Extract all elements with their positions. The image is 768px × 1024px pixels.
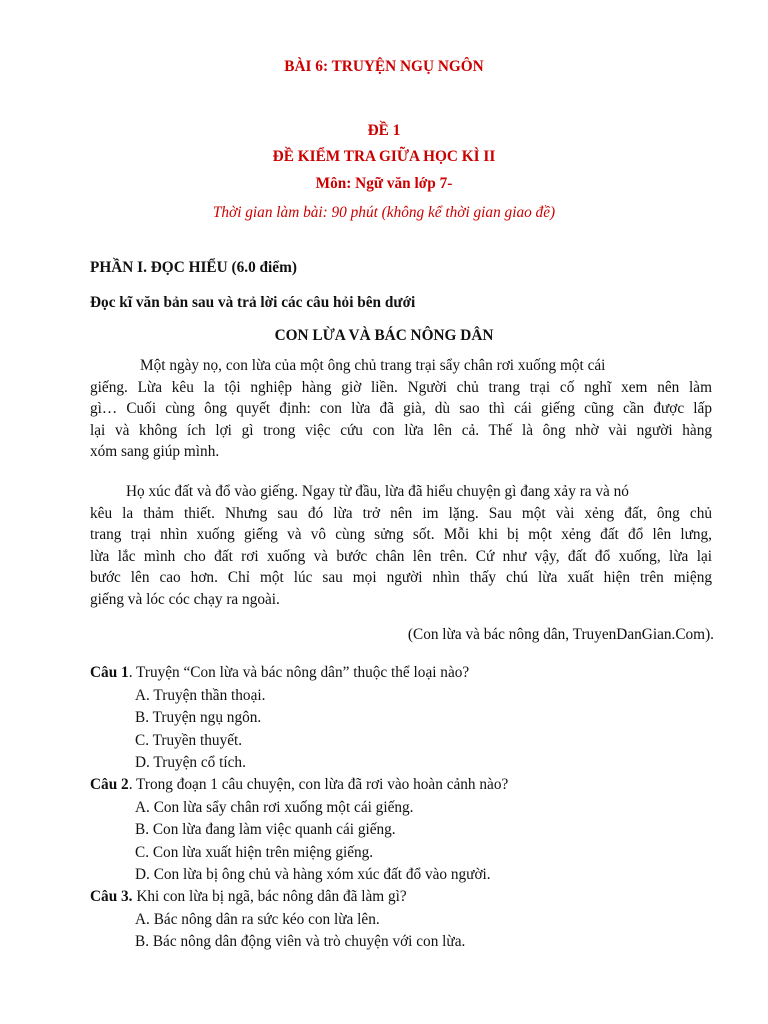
paragraph-line: lại và không ích lợi gì trong việc cứu con lừa lên cả. Thế là ông nhờ vài người hàng — [90, 421, 712, 439]
question-label: Câu 3. — [90, 888, 133, 905]
story-source: (Con lừa và bác nông dân, TruyenDanGian.Com). — [407, 626, 714, 643]
question-3-option-a: A. Bác nông dân ra sức kéo con lừa lên. — [135, 911, 380, 928]
section-instruction: Đọc kĩ văn bản sau và trả lời các câu hỏi bên dưới — [90, 294, 416, 311]
question-text: Khi con lừa bị ngã, bác nông dân đã làm gì? — [132, 888, 407, 905]
question-label: Câu 2 — [90, 776, 129, 793]
question-2 — [90, 776, 508, 794]
paragraph-line: kêu la thảm thiết. Nhưng sau đó lừa trở nên im lặng. Sau một vài xẻng đất, ông chủ — [90, 504, 712, 522]
story-paragraph-1 — [90, 355, 712, 463]
paragraph-line: Một ngày nọ, con lừa của một ông chủ trang trại sẩy chân rơi xuống một cái — [140, 357, 606, 374]
paragraph-line: trang trại nhìn xuống giếng và vô cùng sửng sốt. Mỗi khi bị một xẻng đất đổ lên lưng, — [90, 526, 712, 544]
question-1-option-d: D. Truyện cổ tích. — [135, 754, 246, 771]
paragraph-line: xóm sang giúp mình. — [90, 443, 220, 461]
question-2-option-d: D. Con lừa bị ông chủ và hàng xóm xúc đất đổ vào người. — [135, 866, 491, 883]
question-2-option-c: C. Con lừa xuất hiện trên miệng giếng. — [135, 844, 374, 861]
exam-number: ĐỀ 1 — [367, 122, 401, 139]
paragraph-line: gì… Cuối cùng ông quyết định: con lừa đã già, dù sao thì cái giếng cũng cần được lấp — [90, 400, 712, 418]
question-label: Câu 1 — [90, 664, 129, 681]
exam-title: ĐỀ KIỂM TRA GIỮA HỌC KÌ II — [272, 148, 496, 165]
question-3-option-b: B. Bác nông dân động viên và trò chuyện với con lừa. — [135, 933, 466, 950]
paragraph-line: giếng và lóc cóc chạy ra ngoài. — [90, 590, 280, 608]
question-1-option-a: A. Truyện thần thoại. — [135, 687, 266, 704]
question-1-option-c: C. Truyền thuyết. — [135, 732, 243, 749]
question-1 — [90, 664, 469, 682]
question-2-option-b: B. Con lừa đang làm việc quanh cái giếng. — [135, 821, 396, 838]
subject-line: Môn: Ngữ văn lớp 7- — [315, 175, 453, 192]
paragraph-line: bước lên cao hơn. Chỉ một lúc sau mọi người nhìn thấy chú lừa xuất hiện trên miệng — [90, 569, 712, 587]
question-3 — [90, 888, 407, 906]
section-title: PHẦN I. ĐỌC HIỂU (6.0 điểm) — [90, 259, 297, 276]
question-text: . Truyện “Con lừa và bác nông dân” thuộc thể loại nào? — [128, 664, 470, 681]
question-1-option-b: B. Truyện ngụ ngôn. — [135, 709, 262, 726]
paragraph-line: Họ xúc đất và đổ vào giếng. Ngay từ đầu, lừa đã hiểu chuyện gì đang xảy ra và nó — [126, 483, 629, 500]
question-2-option-a: A. Con lừa sẩy chân rơi xuống một cái giếng. — [135, 799, 414, 816]
paragraph-line: giếng. Lừa kêu la tội nghiệp hàng giờ liền. Người chủ trang trại cố nghĩ xem nên làm — [90, 378, 712, 396]
lesson-title: BÀI 6: TRUYỆN NGỤ NGÔN — [284, 58, 484, 75]
story-title: CON LỪA VÀ BÁC NÔNG DÂN — [274, 327, 494, 344]
story-paragraph-2 — [90, 481, 712, 611]
paragraph-line: lừa lắc mình cho đất rơi xuống và bước chân lên trên. Cứ như vậy, đất đổ xuống, lừa lại — [90, 547, 712, 565]
question-text: . Trong đoạn 1 câu chuyện, con lừa đã rơi vào hoàn cảnh nào? — [128, 776, 509, 793]
time-line: Thời gian làm bài: 90 phút (không kể thời gian giao đề) — [212, 204, 556, 221]
